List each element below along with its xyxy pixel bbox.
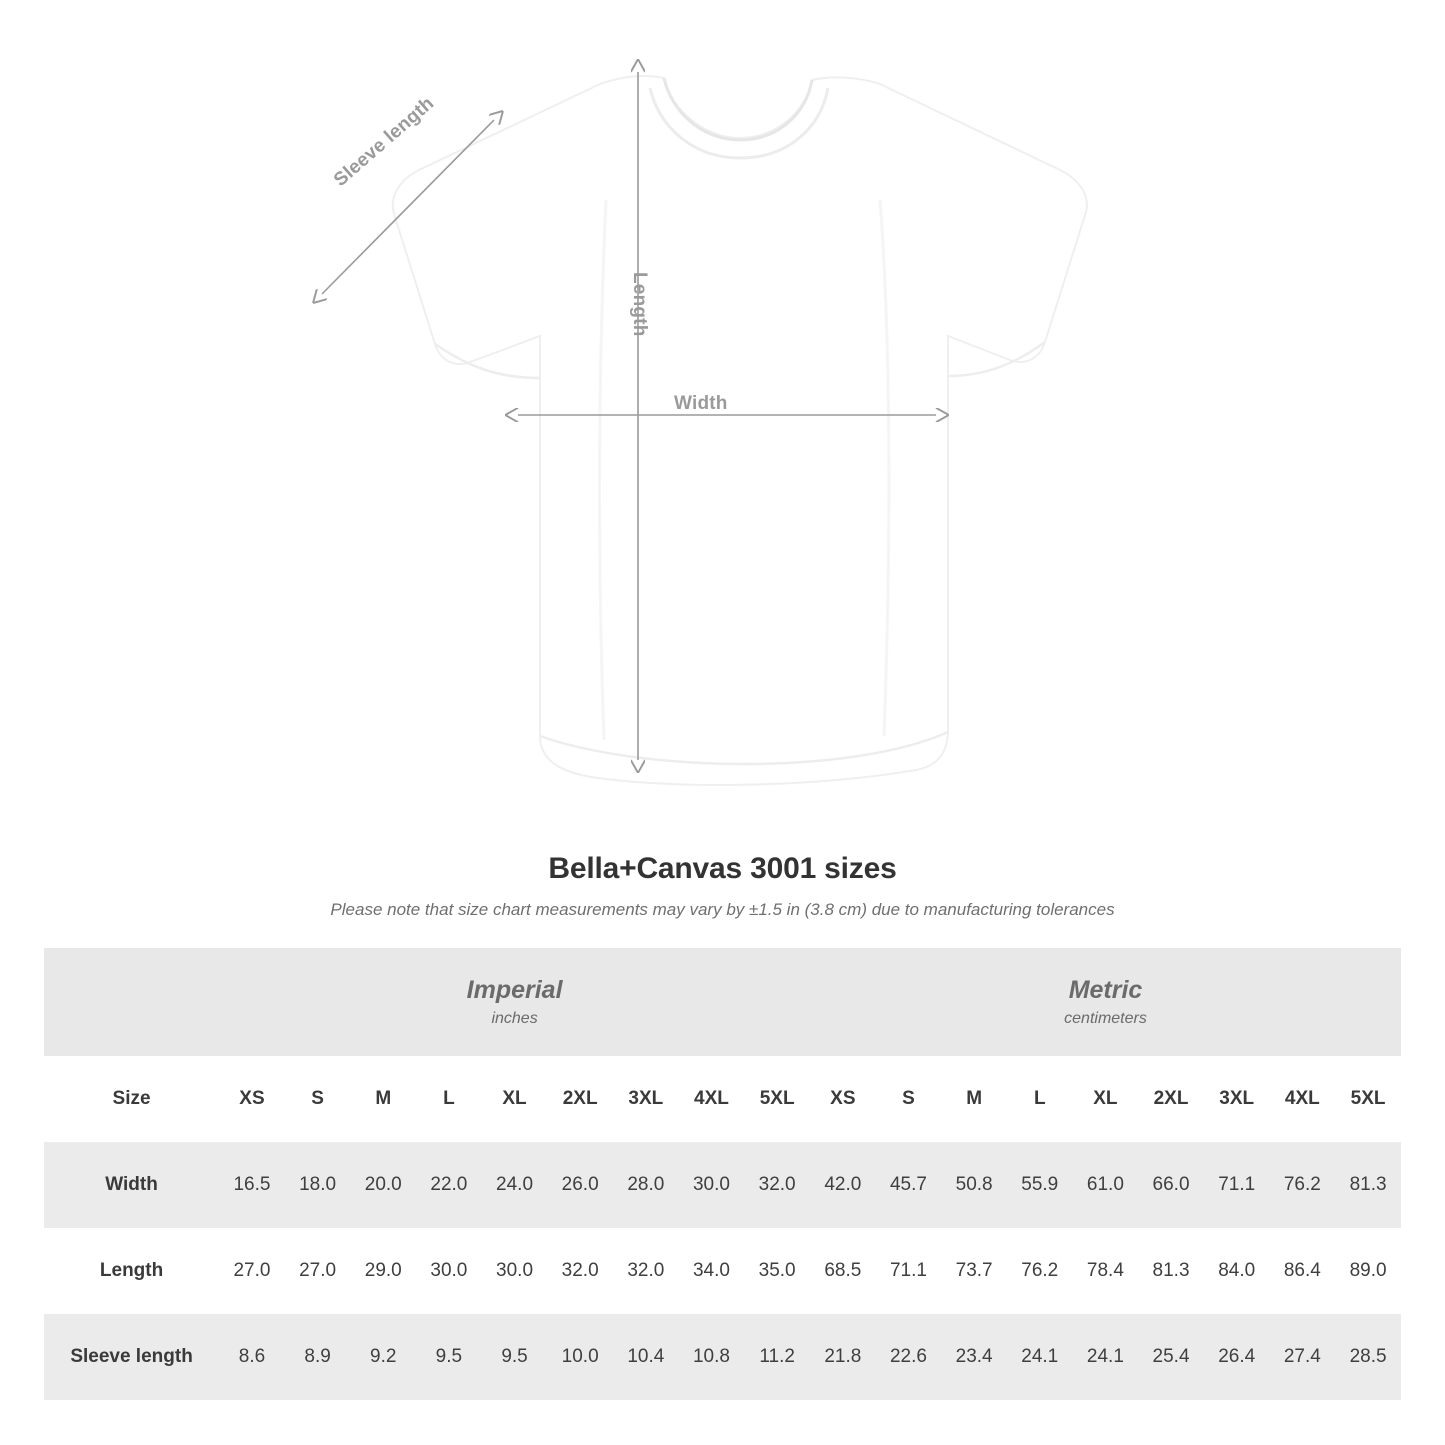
size-header-cell: XS <box>810 1056 876 1142</box>
measurement-cell: 16.5 <box>219 1142 285 1228</box>
measurement-cell: 8.6 <box>219 1314 285 1400</box>
unit-row-spacer <box>44 948 219 1056</box>
measurement-cell: 26.0 <box>547 1142 613 1228</box>
measurement-cell: 24.1 <box>1073 1314 1139 1400</box>
measurement-cell: 34.0 <box>679 1228 745 1314</box>
measurement-cell: 50.8 <box>941 1142 1007 1228</box>
size-header-cell: 3XL <box>613 1056 679 1142</box>
measurement-cell: 30.0 <box>679 1142 745 1228</box>
size-table-wrapper <box>44 948 1401 1400</box>
measurement-cell: 28.0 <box>613 1142 679 1228</box>
measurement-cell: 71.1 <box>1204 1142 1270 1228</box>
measurement-cell: 20.0 <box>350 1142 416 1228</box>
size-header-cell: XL <box>1073 1056 1139 1142</box>
measurement-cell: 30.0 <box>416 1228 482 1314</box>
measurement-cell: 24.1 <box>1007 1314 1073 1400</box>
unit-group-cell <box>219 948 810 1056</box>
measurement-cell: 25.4 <box>1138 1314 1204 1400</box>
measurement-cell: 66.0 <box>1138 1142 1204 1228</box>
measurement-cell: 27.4 <box>1270 1314 1336 1400</box>
measurement-cell: 55.9 <box>1007 1142 1073 1228</box>
size-header-cell: 3XL <box>1204 1056 1270 1142</box>
size-header-cell: 4XL <box>1270 1056 1336 1142</box>
measurement-cell: 76.2 <box>1007 1228 1073 1314</box>
row-label: Length <box>44 1228 219 1314</box>
size-header-cell: 5XL <box>744 1056 810 1142</box>
unit-group-title: Imperial <box>466 975 563 1004</box>
measurement-cell: 23.4 <box>941 1314 1007 1400</box>
measurement-cell: 35.0 <box>744 1228 810 1314</box>
measurement-cell: 71.1 <box>876 1228 942 1314</box>
size-header-cell: XS <box>219 1056 285 1142</box>
size-header-cell: M <box>350 1056 416 1142</box>
measurement-cell: 32.0 <box>613 1228 679 1314</box>
measurement-cell: 84.0 <box>1204 1228 1270 1314</box>
size-header-label: Size <box>44 1056 219 1142</box>
measurement-cell: 89.0 <box>1335 1228 1401 1314</box>
table-row <box>44 1228 1401 1314</box>
row-label: Width <box>44 1142 219 1228</box>
measurement-cell: 78.4 <box>1073 1228 1139 1314</box>
measurement-cell: 76.2 <box>1270 1142 1336 1228</box>
measurement-cell: 32.0 <box>744 1142 810 1228</box>
measurement-cell: 45.7 <box>876 1142 942 1228</box>
measurement-cell: 26.4 <box>1204 1314 1270 1400</box>
measurement-cell: 73.7 <box>941 1228 1007 1314</box>
measurement-cell: 27.0 <box>219 1228 285 1314</box>
measurement-cell: 29.0 <box>350 1228 416 1314</box>
table-row <box>44 1314 1401 1400</box>
size-header-row <box>44 1056 1401 1142</box>
measurement-cell: 10.4 <box>613 1314 679 1400</box>
measurement-cell: 11.2 <box>744 1314 810 1400</box>
measurement-cell: 22.6 <box>876 1314 942 1400</box>
width-label: Width <box>674 393 728 414</box>
measurement-cell: 86.4 <box>1270 1228 1336 1314</box>
size-header-cell: M <box>941 1056 1007 1142</box>
size-header-cell: S <box>876 1056 942 1142</box>
unit-group-subtitle: centimeters <box>1064 1010 1147 1028</box>
measurement-cell: 68.5 <box>810 1228 876 1314</box>
page-title: Bella+Canvas 3001 sizes <box>548 852 897 885</box>
unit-group-subtitle: inches <box>491 1010 538 1028</box>
measurement-cell: 28.5 <box>1335 1314 1401 1400</box>
measurement-cell: 9.5 <box>482 1314 548 1400</box>
length-label: Length <box>629 272 650 337</box>
measurement-cell: 81.3 <box>1335 1142 1401 1228</box>
size-header-cell: XL <box>482 1056 548 1142</box>
size-header-cell: 2XL <box>1138 1056 1204 1142</box>
unit-group-cell <box>810 948 1401 1056</box>
measurement-cell: 10.8 <box>679 1314 745 1400</box>
measurement-cell: 30.0 <box>482 1228 548 1314</box>
measurement-cell: 32.0 <box>547 1228 613 1314</box>
measurement-cell: 9.5 <box>416 1314 482 1400</box>
size-table <box>44 948 1401 1400</box>
tolerance-note: Please note that size chart measurements may vary by ±1.5 in (3.8 cm) due to manufacturing tolerances <box>330 900 1115 919</box>
table-row <box>44 1142 1401 1228</box>
measurement-cell: 8.9 <box>285 1314 351 1400</box>
sleeve-length-label: Sleeve length <box>330 92 439 191</box>
row-label: Sleeve length <box>44 1314 219 1400</box>
chart-heading <box>0 852 1445 920</box>
measurement-cell: 24.0 <box>482 1142 548 1228</box>
measurement-cell: 42.0 <box>810 1142 876 1228</box>
measurement-cell: 9.2 <box>350 1314 416 1400</box>
unit-group-title: Metric <box>1068 975 1143 1004</box>
measurement-cell: 18.0 <box>285 1142 351 1228</box>
size-header-cell: L <box>1007 1056 1073 1142</box>
shirt-shape <box>393 76 1087 785</box>
measurement-cell: 61.0 <box>1073 1142 1139 1228</box>
size-header-cell: S <box>285 1056 351 1142</box>
measurement-cell: 10.0 <box>547 1314 613 1400</box>
measurement-cell: 22.0 <box>416 1142 482 1228</box>
measurement-cell: 21.8 <box>810 1314 876 1400</box>
unit-group-row <box>44 948 1401 1056</box>
size-header-cell: L <box>416 1056 482 1142</box>
measurement-cell: 27.0 <box>285 1228 351 1314</box>
size-header-cell: 2XL <box>547 1056 613 1142</box>
size-header-cell: 5XL <box>1335 1056 1401 1142</box>
measurement-cell: 81.3 <box>1138 1228 1204 1314</box>
size-header-cell: 4XL <box>679 1056 745 1142</box>
